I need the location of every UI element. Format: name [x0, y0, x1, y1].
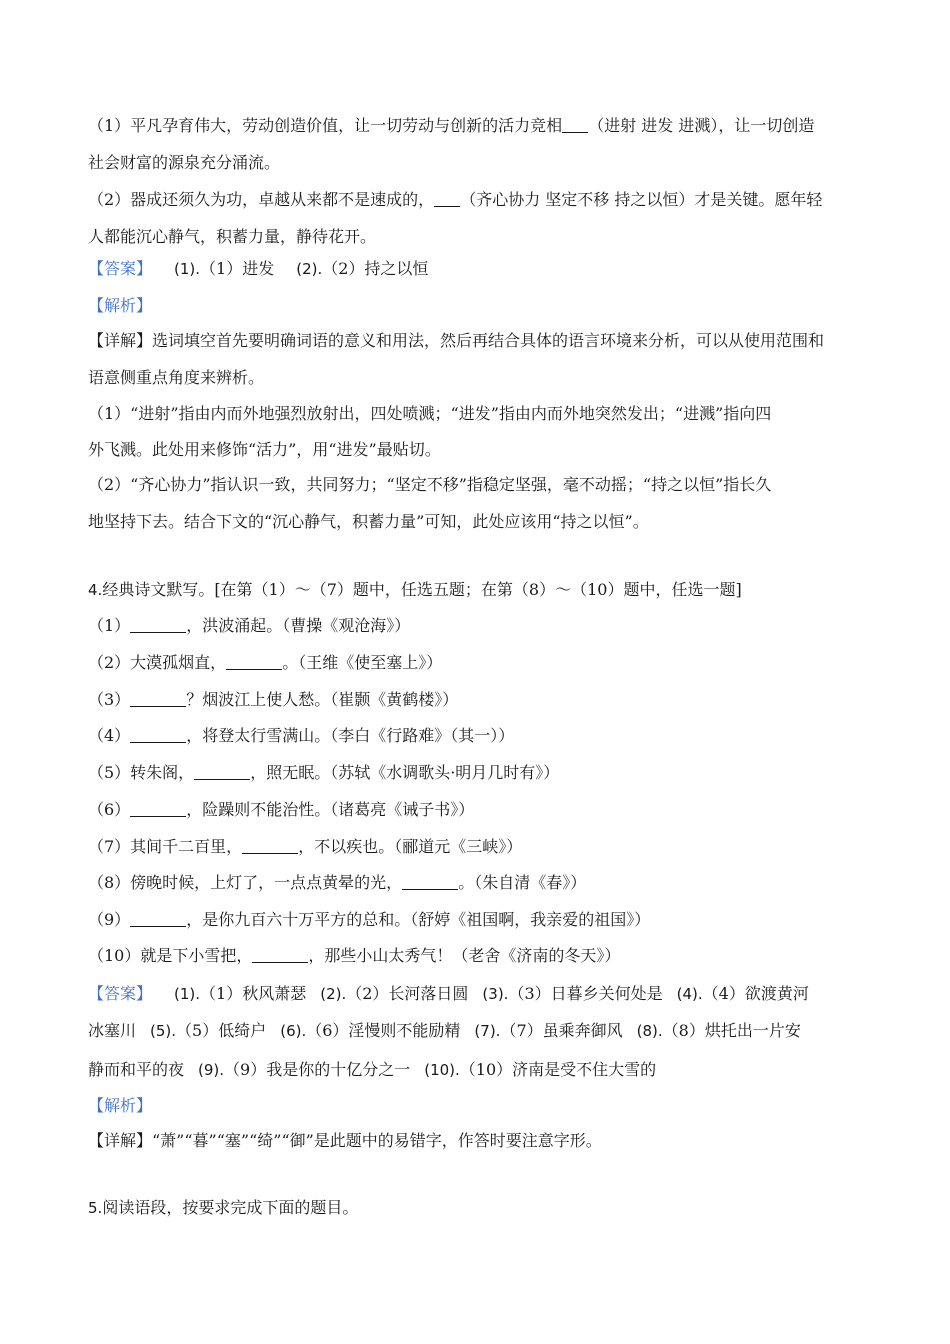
- q4-item-5: （5）转朱阁， ，照无眠。（苏轼《水调歌头·明月几时有》）: [88, 755, 866, 791]
- q4-item-6: （6） ，险躁则不能治性。（诸葛亮《诫子书》）: [88, 792, 866, 828]
- answer-blank: [252, 942, 308, 963]
- q4-item-8: （8）傍晚时候，上灯了，一点点黄晕的光， 。（朱自清《春》）: [88, 865, 866, 901]
- answer-blank: [130, 796, 186, 817]
- q3-detail-line2: 语意侧重点角度来辨析。: [88, 368, 265, 387]
- q4-item-7: （7）其间千二百里， ，不以疾也。（郦道元《三峡》）: [88, 829, 866, 865]
- q4-item-3: （3） ？烟波江上使人愁。（崔颢《黄鹤楼》）: [88, 682, 866, 718]
- q3-analysis-label: 【解析】: [88, 296, 153, 315]
- q3-detail-line4: 外飞溅。此处用来修饰“活力”，用“进发”最贴切。: [88, 440, 441, 459]
- q4-answer-line3: 静而和平的夜 (9).（9）我是你的十亿分之一 (10).（10）济南是受不住大雪的: [88, 1060, 657, 1079]
- answer-blank: [402, 869, 458, 890]
- answer-blank: [194, 759, 250, 780]
- q3-detail-line6: 地坚持下去。结合下文的“沉心静气，积蓄力量”可知，此处应该用“持之以恒”。: [88, 512, 649, 531]
- answer-label: 【答案】: [88, 259, 153, 278]
- q4-header: 4.经典诗文默写。[在第（1）～（7）题中，任选五题；在第（8）～（10）题中，任选一题]: [88, 580, 742, 599]
- q4-answer-line1: 【答案】 (1).（1）秋风萧瑟 (2).（2）长河落日圆 (3).（3）日暮乡关何处是 (4).（4）欲渡黄河: [88, 984, 809, 1003]
- answer-blank: [130, 722, 186, 743]
- answer-blank: [130, 906, 186, 927]
- q3-answer-line: 【答案】 (1).（1）进发 (2).（2）持之以恒: [88, 259, 429, 278]
- answer-blank: [130, 612, 186, 633]
- q4-item-9: （9） ，是你九百六十万平方的总和。（舒婷《祖国啊，我亲爱的祖国》）: [88, 902, 866, 938]
- q4-item-4: （4） ，将登太行雪满山。（李白《行路难》（其一））: [88, 718, 866, 754]
- q4-item-2: （2）大漠孤烟直， 。（王维《使至塞上》）: [88, 645, 866, 681]
- q3-detail-line1: 【详解】选词填空首先要明确词语的意义和用法，然后再结合具体的语言环境来分析，可以从使用范围和: [88, 331, 825, 350]
- q3-sub2-line2: 人都能沉心静气，积蓄力量，静待花开。: [88, 227, 377, 246]
- q4-item-1: （1） ，洪波涌起。（曹操《观沧海》）: [88, 608, 866, 644]
- answer-blank: [226, 649, 282, 670]
- q4-item-10: （10）就是下小雪把， ，那些小山太秀气！（老舍《济南的冬天》）: [88, 938, 866, 974]
- answer-label: 【答案】: [88, 984, 153, 1003]
- q3-detail-line5: （2）“齐心协力”指认识一致，共同努力；“坚定不移”指稳定坚强，毫不动摇；“持之以恒”指长久: [88, 475, 772, 494]
- q5-header: 5.阅读语段，按要求完成下面的题目。: [88, 1198, 359, 1217]
- q4-analysis-label: 【解析】: [88, 1096, 153, 1115]
- answer-blank: [434, 186, 460, 207]
- q3-sub2-line1: （2）器成还须久为功，卓越从来都不是速成的， （齐心协力 坚定不移 持之以恒）才是关键。愿年轻: [88, 182, 866, 218]
- answer-blank: [562, 112, 588, 133]
- q3-sub1-line1: （1）平凡孕育伟大，劳动创造价值，让一切劳动与创新的活力竞相 （进射 进发 进溅），让一切创造: [88, 108, 866, 144]
- answer-blank: [130, 686, 186, 707]
- q3-sub1-line2: 社会财富的源泉充分涌流。: [88, 153, 281, 172]
- answer-blank: [242, 833, 298, 854]
- q4-detail: 【详解】“萧”“暮”“塞”“绮”“御”是此题中的易错字，作答时要注意字形。: [88, 1131, 602, 1150]
- q4-answer-line2: 冰塞川 (5).（5）低绮户 (6).（6）淫慢则不能励精 (7).（7）虽乘奔御风 (8).（8）烘托出一片安: [88, 1021, 801, 1040]
- q3-detail-line3: （1）“进射”指由内而外地强烈放射出，四处喷溅；“进发”指由内而外地突然发出；“进溅”指向四: [88, 404, 772, 423]
